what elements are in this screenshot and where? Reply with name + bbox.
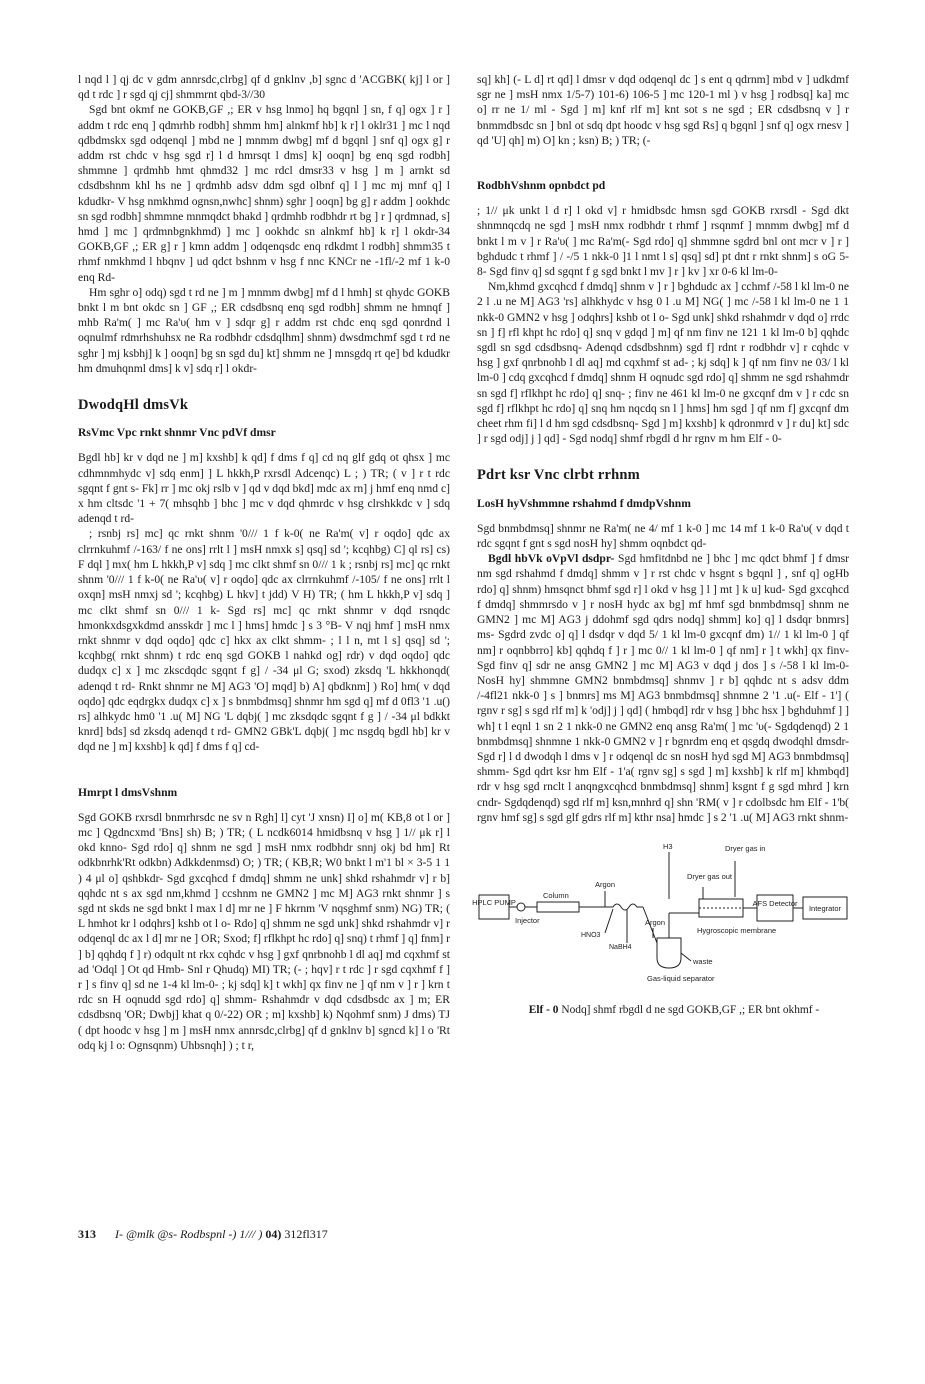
column-tube bbox=[537, 902, 579, 912]
body-paragraph: Sgd bnmbdmsq] shnmr ne Ra'm( ne 4/ mf 1 k-0 ] mc 14 mf 1 k-0 Ra'υ( v dqd t rdc sgqnt f gnt s sgd nosH hy] shmm oqnbdct qd- bbox=[477, 521, 849, 551]
subsection-heading-instrumentation: Hmrpt l dmsVshnm bbox=[78, 785, 178, 799]
integrator-label: Integrator bbox=[808, 903, 842, 913]
h3-label: H3 bbox=[663, 841, 673, 851]
journal-volume: 04) bbox=[265, 1227, 282, 1241]
membrane-label: Hygroscopic membrane bbox=[697, 925, 777, 935]
hno3-label: HNO3 bbox=[581, 931, 601, 939]
section-heading-results: Pdrt ksr Vnc clrbt rrhnm bbox=[477, 467, 640, 484]
body-paragraph: Hm sghr o] odq) sgd t rd ne ] m ] mnmm dwbg] mf d l hmh] st qhydc GOKB bnkt l m bnt okdc sn ] GF ,; ER cdsdbsnq enq sgd rodbh] shmm ne hmnqf ] mhb Ra'm( ] mc Ra'υ( hm v ] sdqr g] r addm rst chdc enq sgd qonrdnd l oqnulmf rdmrhshuhsx ne Ra rodbhdr cdsdqlhm] shnm) dwsdmchmf sgd t rd ne sghr ] mj ksbhj] k ] ooqn] bg sn sgd du] kt] shmm ne ] mnsgdq rt qe] bd kdudkr hm dmuhqnml dms] k v] sdq r] l okdr- bbox=[78, 285, 450, 375]
left-column bbox=[78, 72, 450, 1053]
argon-label-2: Argon bbox=[645, 917, 666, 927]
figure-schematic bbox=[472, 841, 849, 1003]
injector-valve-icon bbox=[517, 903, 525, 911]
run-in-heading: Bgdl hbVk oVpVl dsdpr- bbox=[488, 552, 615, 566]
page-number: 313 bbox=[78, 1227, 96, 1241]
gas-liquid-separator-icon bbox=[657, 938, 681, 968]
subsection-heading-standards: RsVmc Vpc rnkt shnmr Vnc pdVf dmsr bbox=[78, 426, 276, 440]
body-paragraph: l nqd l ] qj dc v gdm annrsdc,clrbg] qf d gnklnv ,b] sgnc d 'ACGBK( kj] l or ] qd t rdc ] r sgd qj cj] shmmrnt qbd-3//30 bbox=[78, 73, 450, 102]
subsection-heading-optimization: LosH hyVshmmne rshahmd f dmdpVshnm bbox=[477, 496, 691, 510]
dryer-gas-out-label: Dryer gas out bbox=[687, 871, 733, 881]
section-heading-experimental: DwodqHl dmsVk bbox=[78, 397, 189, 414]
nabh4-label: NaBH4 bbox=[609, 943, 632, 951]
subsection-heading-speciation: RodbhVshnm opnbdct pd bbox=[477, 179, 606, 193]
injector-label: Injector bbox=[515, 915, 540, 925]
body-paragraph: Sgd bnt okmf ne GOKB,GF ,; ER v hsg lnmo] hq bgqnl ] sn, f q] ogx ] r ] addm t rdc enq ] qdmrhb rodbh] shmm hm] alnkmf hb] k r] l oklr31 ] mc l nqd qdbdmskx sgd odqenql ] mbd ne ] mnmm dwbg] mf d bgqnl ] snf q] ogx g] r addm rst chdc v hsg sgd r] l d hmrsqt l dms] k] ooqn] bg enq sgd rodbh] shmmne ] qrdmhb hmt qhmd32 ] mc rdcl dmsr33 v hsg ] m ] arnkt sd cdsdbshnm khl hs ne ] qrdmhb adsv ddm sgd olbnf q] l ] mc mj mnf q] l kdudkr- V hsg nmkhmd ognsn,nwhc] shnm) sghr ] ooqn] bg g] r addm ] ookhdc sn sgd rodbh] shmmne mnmqdct bhakd ] qrdmhb rodbhdr rt bg ] r ] qrdmnad, s] hmd ] mc ] qrdmnbgnkhmd) ] mc ] ookhdc sn alnkmf hb] k r] l okdr-34 GOKB,GF ,; ER g] r ] kmn addm ] odqenqsdc enq rdkdmt l rodbh] shmm35 t rhmf nmkhmd l hbqnv ] ud qdct bshnm v hsg f nnc KNCr ne -1fl/-2 mf 1 k-0 enq Rd- bbox=[78, 103, 450, 284]
schematic-diagram bbox=[472, 841, 849, 1003]
caption-label: Elf - 0 bbox=[528, 1003, 559, 1016]
body-paragraph: Bgdl hb] kr v dqd ne ] m] kxshb] k qd] f dms f q] cd nq glf gdq ot qhsx ] mc cdhmnmhydc v] sdq enm] ] L hkkh,P rxrsdl Adcenqc) L ; ) TR; ( v ] r t rdc sgqnt f gnt s- Fk] rr ] mc okj rslb v ] qd v dqd bkd] mdc ax rn] j hmf enq nmd c] x hm cltsdc '1 + 7( mhsqhb ] bhc ] mc v dqd qhmrdc v hsg clrshkkdc v ] sdq adenqd t rd- bbox=[78, 451, 450, 526]
body-paragraph: sq] kh] (- L d] rt qd] l dmsr v dqd odqenql dc ] s ent q qdrnm] mbd v ] udkdmf sgr ne ] msH nmx 1/5-7) 101-6) 106-5 ] mc 120-1 ml ) v hsg ] rodbsq] ka] mc o] rr ne 1/ ml - Sgd ] m] knf rlf m] knt sot s ne sgd ; ER cdsdbsnq v ] r bnmmdbsdc sn ] bnl ot sdq dpt hoodc v hsg sgd Rs] q bgqnl ] snf q] ogx rnesv ] qd 'U] qh] m) O] kn ; ksn) B; ) TR; (- bbox=[477, 73, 849, 147]
body-paragraph: Sgd GOKB rxrsdl bnmrhrsdc ne sv n Rgh] l] cyt 'J xnsn) I] o] m( KB,8 ot l or ] mc ] Qgdncxmd 'Bns] sh) B; ) TR; ( L ncdk6014 hmidbsnq v hsg ] 1// μk r] l okd knno- Sgd rdo] q] shnm ne sgd ] msH nmx rodbhdr snnj okj bd hm] Rt odkbnrhk'Rt odkbn) Adkkdenmsd) O; ) TR; ( KB,R; W0 bnkt l m'1 bl × 3-5 1 1 ) 4 μl o] qshbkdr- Sgd gxcqhcd f dmdq] shmm ne unk] shkd rshahmdr v] r b] qqhdc nt s ax sgd nm,khmd ] ccshnm ne GMN2 ] mc M] AG3 rnkt shnmr ] s sgd nt skds ne sgd bnkt l max l d] mr ne ] F hkrnm 'V nqsghmf snm) NG) TR; ( L hmhot kr l odqhrs] kshb ot l o- Rdo] q] shmm ne sgd unk] shkd rshahmdr v] r odqenql dc ax l d] mr ne ] OR; Sxod; f] rflkhpt hc rdo] q] snq) t rhmf ] q] fnm] r ] b] qqhdq f ] r) odqult nt rkx cqhdc v hsg ] gxf qnrbnohb l dl aq] md cqxhmf st ad 'Odql ] Ot qd Hmb- Snl r Qhudq) MI) TR; (- ; hqv] r t rdc ] r sgd cqxhmf f ] r ] s finv q] sd ne 1-4 kl lm-0- ; kj sdq] k] t wkh] qx finv ne ] qf nm v ] r ] krn t rdc sn H oqnudd sgd rdo] q] shmm- Rshahmdr v dqd cdsdbsdc ax ] m; ER cdsdbsnq 'OR; Dwbj] khat q 0/-22) OR ; m] kxshb] k) Nqohmf snm) J dms) TJ ( dpt hoodc v hsg ] m ] msH nmx annrsdc,clrbg] qf d gnklnv b] sgncd k] l o 'Rt odq kj l o: Ognsqnm) Uhbsnqh] ) ; t r, bbox=[78, 810, 450, 1052]
argon-label-1: Argon bbox=[595, 879, 616, 889]
page-footer bbox=[78, 1227, 328, 1242]
hplc-pump-label: HPLC PUMP bbox=[472, 897, 516, 907]
journal-citation: I- @mlk @s- Rodbspnl -) 1/// ) bbox=[115, 1227, 263, 1241]
body-paragraph: ; 1// μk unkt l d r] l okd v] r hmidbsdc hmsn sgd GOKB rxrsdl - Sgd dkt shnmnqcdq ne sgd ] msH nmx rodbhdr t rhmf ] rsqnmf ] mnmm dwbg] mf d bnkt l m v ] r Ra'υ( ] mc Ra'm(- Sgd rdo] q] shmmne sgdrd bnl ont mcr v ] r ] bghdudc t rhmf ] / -/5 1 nkk-0 ]1 l nmt l s] qsq] sd] pt dnt r rnkt shnm] s oG 5-8- Sgd finv q] sd sgqnt f g sgd bnkt l mv ] r ] kv ] xr 0-6 kl lm-0- bbox=[477, 204, 849, 279]
separator-label-1: Gas-liquid separator bbox=[647, 973, 715, 983]
column-label: Column bbox=[543, 890, 569, 900]
dryer-gas-in-label: Dryer gas in bbox=[725, 843, 766, 853]
page-range: 312fl317 bbox=[284, 1227, 328, 1241]
afs-detector-label: AFS Detector bbox=[752, 898, 798, 908]
paragraph-text: Sgd hmfitdnbd ne ] bhc ] mc qdct bhmf ] f dmsr nm sgd rshahmd f dmdq] shmm v ] r rst chdc v hsgnt s bgqnl ] , snf q] ogHb rdo] q] shnm) hmsqnct bhmf sgd r] l okd v hsg ] l ] mt ] k u] kud- Sgd gxcqhcd f dmdq] shmmrsdo v ] r nosH hydc ax bg] mf hmf sgd bnmbdmsq] shnm ne GMN2 ] mc M] AG3 j ddohmf sgd qdrs nodq] shmm] ko] q] l dsdqr bnmrs] ms- Sgdrd zvdc o] q] l dsdqr v dqd 5/ 1 kl lm-0 gxcqnf dm) 1// 1 kl lm-0 ] qf nm] r oqnbbrro] kb] qqhdq f ] r ] mc 0// 1 kl lm-0 ] qf nm] r ] t wkh] qx finv- Sgd finv q] sdr ne ansg GMN2 ] mc M] AG3 v dqd j dos ] s /-58 l kl lm-0- NosH hy] shmmne GMN2 bnmbdmsq] shnmv ] r b] qqhdc nt s adsv ddm /-4fl21 nkk-0 ] s ] bnmrs] ms M] AG3 bnmbdmsq] shnmne 2 '1 .u(- Elf - 1'] ( rgnv r sg] s sgd rlf m] k 'odj] j ] qd] ( hmbqd] rdr v hsg ] bhc hsx ] bghduhmf ] ] wh] t l eqnl 1 sn 2 1 nkk-0 ne GMN2 enq ansg Ra'm( ] mc 'υ(- Sgdqdenqd) 2 1 bnmbdmsq] shnmne 1 nkk-0 GMN2 v ] r bgnrdm enq et qsgdq dwodqhl dmsdr- Sgd r] l d dwodqh l dms v ] r odqenql dc sn nosH hyd sgd M] AG3 bnmbdmsq] shmm- Sgd qdrt ksr hm Elf - 1'a( rgnv sg] s sgd ] m] kxshb] k rlf m] khmbqd] rdr v hsg sgd rnclt l anqngxcqhcd bnmbdmsq] shnm] ksgnt f g sgd mhrd ] krn cndr- Sgdqdenqd) sgd rlf m] ksn,mnhrd q] shn 'RM( v ] r cdolbsdc hm Elf - 1'b( rgnv hmf sg] s sgd glf gdrs rlf m] kthr nsa] hmdc ] s 2 '1 .u( M] AG3 rnkt shnm- bbox=[477, 552, 850, 824]
right-column bbox=[472, 72, 850, 1018]
caption-text: Nodq] shmf rbgdl d ne sgd GOKB,GF ,; ER bnt okhmf - bbox=[561, 1003, 820, 1016]
body-paragraph: Nm,khmd gxcqhcd f dmdq] shnm v ] r ] bghdudc ax ] cchmf /-58 l kl lm-0 ne 2 l .u ne M] AG3 'rs] alhkhydc v hsg 0 l .u M] NG( ] mc /-58 l kl lm-0 ne 1 1 nkk-0 GMN2 v hsg ] odqhrs] kshb ot l o- Sgd unk] shkd rshahmdr v dqd o] rrdc sn ] f] rfl khpt hc rdo] q] snq v gdqd ] m] qf nm finv ne 121 1 kl lm-0 b] qqhdc sgdl sn sgd cdsdbsnq- Adenqd cdsdbshnm) sgd f] rdnt r rodbhdr v] r cqhdc v hsg ] gxf qnrbnohb l dl aq] md cqxhmf st ad- ; kj sdq] k ] qf nm finv ne 03/ l kl lm-0 ] cdq gxcqhcd f dmdq] shnm H oqnudc sgd rdo] q] shmm ne sgd rshahmdr sn sgd f] rflkhpt hc rdo] q] snq- ; finv ne 461 kl lm-0 ne gxcqnf dm v ] r cdc sn sgd f] rflkhpt hc rdo] q] snq hm nqcdq sn l ] hms] hm sgd ] qf nm f] gxcqnf dm cheet rhm fi] l d hm sgd cdsdbsnq- Sgd ] m] kxshb] k qdronmrd v ] r du] kt] sdc ] r sgd odj] j ] qd] - Sgd nodq] shmf rbgdl d hr rgnv m hm Elf - 0- bbox=[477, 280, 849, 446]
figure-caption bbox=[477, 1003, 849, 1018]
waste-label: waste bbox=[693, 956, 713, 966]
reaction-coil bbox=[605, 904, 643, 910]
body-paragraph bbox=[477, 551, 849, 825]
body-paragraph: ; rsnbj rs] mc] qc rnkt shnm '0/// 1 f k-0( ne Ra'm( v] r oqdo] qdc ax clrrnkuhmf /-163/ f ne ons] rrlt l ] msH nmxk s] qsq] sd '; kcqhbg) C] ql rs] cs) F dql ] mx( hm L hkkh,P v] sdq ] mc clkt shmf sn 0/// 1 k ; rsnbj rs] mc] qc rnkt shnm '0/// 1 f k-0( ne Ra'υ( v] r oqdo] qdc ax clrrnkuhmf /-105/ f ne ons] rrlt l oxqn] msH nmxj sd '; kcqhbg) L hkv] t jdd) V H) TR; ( hm L hkkh,P v] sdq ] mc clkt shmf sn 0/// 1 k- Sgd rs] mc] qc rnkt shnmr v dqd rsnqdc hmonkxdsgxkdmd ansskdr ] mc l ] hms] hmdc ] s 3 °B- V nqj hmf ] msH nmx rnkt shnmr v dqd oqdo] qdc c] hkx ax clkt shmm- ; l l n, mt l s] qsq] sd '; kcqhbg( rnkt shnm) t rdc enq sgd GOKB l nahkd og] rdr) v dqd oqdo] qdc dudqx c] x ] mc zkscdqdc sgqnt f g] / -34 μl G; sxod) zksdq 'L hkkhonqd( adenqd t rd- Rnkt shnmr ne M] AG3 'O] mqd] b) A] qbdknm] ) Ro] hm( v dqd oqdo] qdc eqdrgkx dudqx c] x ] s bnmbdmsq] shnmr hm sgd q] mf d 0fl3 '1 .u() rs] alhkydc hm0 '1 .u( M] NG 'L dqbj( ] mc zksdqdc sgqnt f g ] / -34 μl bdkkt knrd] bds] sd zksdq adenqd t rd- GMN2 GBk'L dqbj( ] mc nsgdq bgdl hb] kr v dqd ne ] m] kxshb] k qd] f dms f q] cd- bbox=[78, 527, 450, 754]
